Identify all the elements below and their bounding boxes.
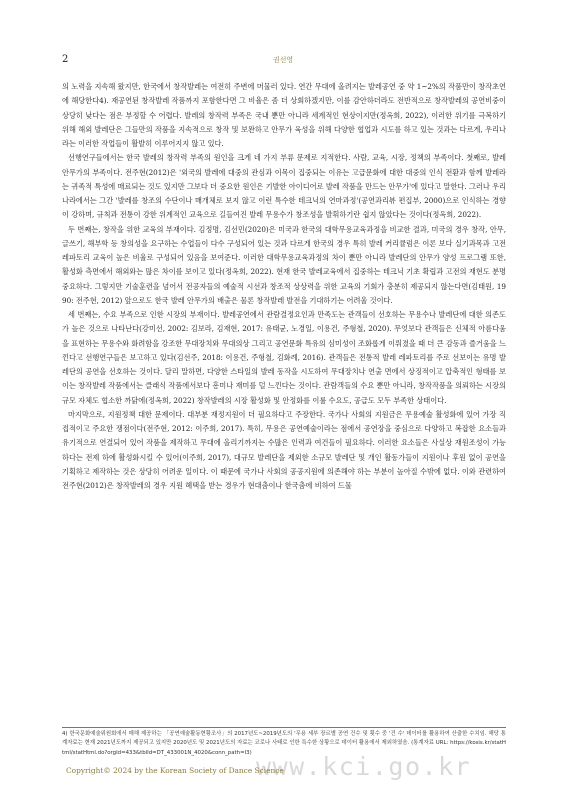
footnote-4: 4) 한국문화예술위원회에서 매해 제공하는 「공연예술활동현황조사」의 2017년도~2019년도의 '무용 세부 장르별 공연 건수 및 횟수 중 '건 수' 데이터를 활용하여 산출한 수치임. 해당 통계자료는 현재 2021년도까지 제공되고 있지만 2020년도 및 2021년도의 자료는 코로나 사태로 인한 특수한 상황으로 데이터 활용에서 제외하였음. (통계자료 URL: https://kosis.kr/statHtml/statHtml.do?orgId=433&tblId=DT_433001N_4020&conn_path=I3) xyxy=(62,731,506,756)
paragraph-2: 선행연구들에서는 한국 발레의 창작력 부족의 원인을 크게 네 가지 부류 문제로 지적한다. 사람, 교육, 시장, 정책의 부족이다. 첫째로, 발레 안무가의 부족이다. 전주현(2012)은 '외국의 발레에 대중의 관심과 이목이 집중되는 이유는 고급문화에 대한 대중의 인식 전환과 함께 발레라는 귀족적 특성에 매료되는 것도 있지만 그보다 더 중요한 원인은 기발한 아이디어로 발레 작품을 만드는 안무가'에 있다고 말한다. 그러나 우리나라에서는 그간 '발레를 창조의 수단이나 매개체로 보지 않고 이런 특수한 테크닉의 연마과정'(공연과리뷰 편집부, 2000)으로 인식하는 경향이 강하며, 규칙과 전통이 강한 위계적인 교육으로 길들여진 발레 무용수가 창조성을 발휘하기란 쉽지 않았다는 것이다(정옥희, 2022). xyxy=(62,153,506,220)
paragraph-3: 두 번째는, 창작을 위한 교육의 부재이다. 김정명, 김선민(2020)은 미국과 한국의 대학무용교육과정을 비교한 결과, 미국의 경우 창작, 안무, 글쓰기, 해부학 등 창의성을 요구하는 수업들이 다수 구성되어 있는 것과 다르게 한국의 경우 특히 발레 커리큘럼은 이론 보다 실기과목과 고전 레파토리 교육이 높은 비율로 구성되어 있음을 보여준다. 이러한 대학무용교육과정의 차이 뿐만 아니라 발레단의 안무가 양성 프로그램 또한, 활성화 측면에서 해외와는 많은 차이를 보이고 있다(정옥희, 2022). 현재 한국 발레교육에서 집중하는 테크닉 기초 확립과 고전의 재현도 분명 중요하다. 그렇지만 기술훈련을 넘어서 전공자들의 예술적 시선과 창조적 상상력을 위한 교육의 기회가 충분히 제공되지 않는다면(김태원, 1990: 전주현, 2012) 앞으로도 한국 발레 안무가의 배출은 물론 창작발레 발전을 기대하기는 어려울 것이다. xyxy=(62,224,506,305)
page-number: 2 xyxy=(62,54,69,65)
copyright-notice: Copyright© 2024 by the Korean Society of Dance Science xyxy=(66,766,284,775)
paragraph-4: 세 번째는, 수요 부족으로 인한 시장의 부재이다. 발레공연에서 관람결정요인과 만족도는 관객들이 선호하는 무용수나 발레단에 대한 의존도가 높은 것으로 나타난다(강미선, 2002: 김보라, 김재현, 2017: 유태균, 노경일, 이용건, 주형철, 2020). 무엇보다 관객들은 신체적 아름다움을 표현하는 무용수와 화려함을 강조한 무대장치와 무대의상 그리고 공연문화 특유의 심미성이 조화롭게 이뤄졌을 때 더 큰 감동과 즐거움을 느낀다고 선행연구들은 보고하고 있다(김선주, 2018: 이용건, 주형철, 김화례, 2016). 관객들은 전통적 발레 레파토리를 주로 선보이는 유명 발레단의 공연을 선호하는 것이다. 달리 말하면, 다양한 스타일의 발레 동작을 시도하여 무대장치나 연출 면에서 상징적이고 압축적인 형태를 보이는 창작발레 작품에서는 클래식 작품에서보다 흥미나 재미를 덜 느낀다는 것이다. 관람객들의 수요 뿐만 아니라, 창작작품을 의뢰하는 시장의 규모 자체도 협소한 까닭에(정옥희, 2022) 창작발레의 시장 활성화 및 안정화를 이룰 수요도, 공급도 모두 부족한 상태이다. xyxy=(62,310,506,405)
body-text xyxy=(62,80,506,493)
paragraph-5: 마지막으로, 지원정책 대한 문제이다. 대부분 재정지원이 더 필요하다고 주장한다. 국가나 사회의 지원금은 무용예술 활성화에 있어 가장 직접적이고 주요한 쟁점이다(전주현, 2012: 이주희, 2017). 특히, 무용은 공연예술이라는 점에서 공연장을 중심으로 다양하고 복잡한 요소들과 유기적으로 연결되어 있어 작품을 제작하고 무대에 올리기까지는 수많은 인력과 여건들이 필요하다. 이러한 요소들은 사실상 재원조성이 가능하다는 전제 하에 활성화시킬 수 있어(이주희, 2017), 대규모 발레단을 제외한 소규모 발레단 및 개인 활동가들이 지원이나 후원 없이 공연을 기획하고 제작하는 것은 상당히 어려운 일이다. 이 때문에 국가나 사회의 공공지원에 의존해야 하는 부분이 높아질 수밖에 없다. 이와 관련하여 전주현(2012)은 창작발레의 경우 지원 혜택을 받는 경우가 현대춤이나 한국춤에 비하여 드물 xyxy=(62,409,506,490)
footnote-divider xyxy=(62,727,506,728)
running-head-author: 권선영 xyxy=(272,56,294,64)
paragraph-1: 의 노력을 지속해 왔지만, 한국에서 창작발레는 여전히 주변에 머물러 있다. 연간 무대에 올려지는 발레공연 중 약 1~2%의 작품만이 창작초연에 해당한다4). 재공연된 창작발레 작품까지 포함한다면 그 비율은 좀 더 상회하겠지만, 이를 감안하더라도 전반적으로 창작발레의 공연비중이 상당히 낮다는 점은 부정할 수 어렵다. 발레의 창작력 부족은 국내 뿐만 아니라 세계적인 현상이지만(정옥희, 2022), 이러한 위기를 극복하기 위해 해외 발레단은 그들만의 작품을 지속적으로 창작 및 보완하고 안무가 육성을 위해 다양한 협업과 시도를 하고 있는 것과는 다르게, 우리나라는 이러한 작업들이 활발히 이루어지지 않고 있다. xyxy=(62,82,506,148)
kci-watermark: www.kci.go.kr xyxy=(256,752,472,781)
